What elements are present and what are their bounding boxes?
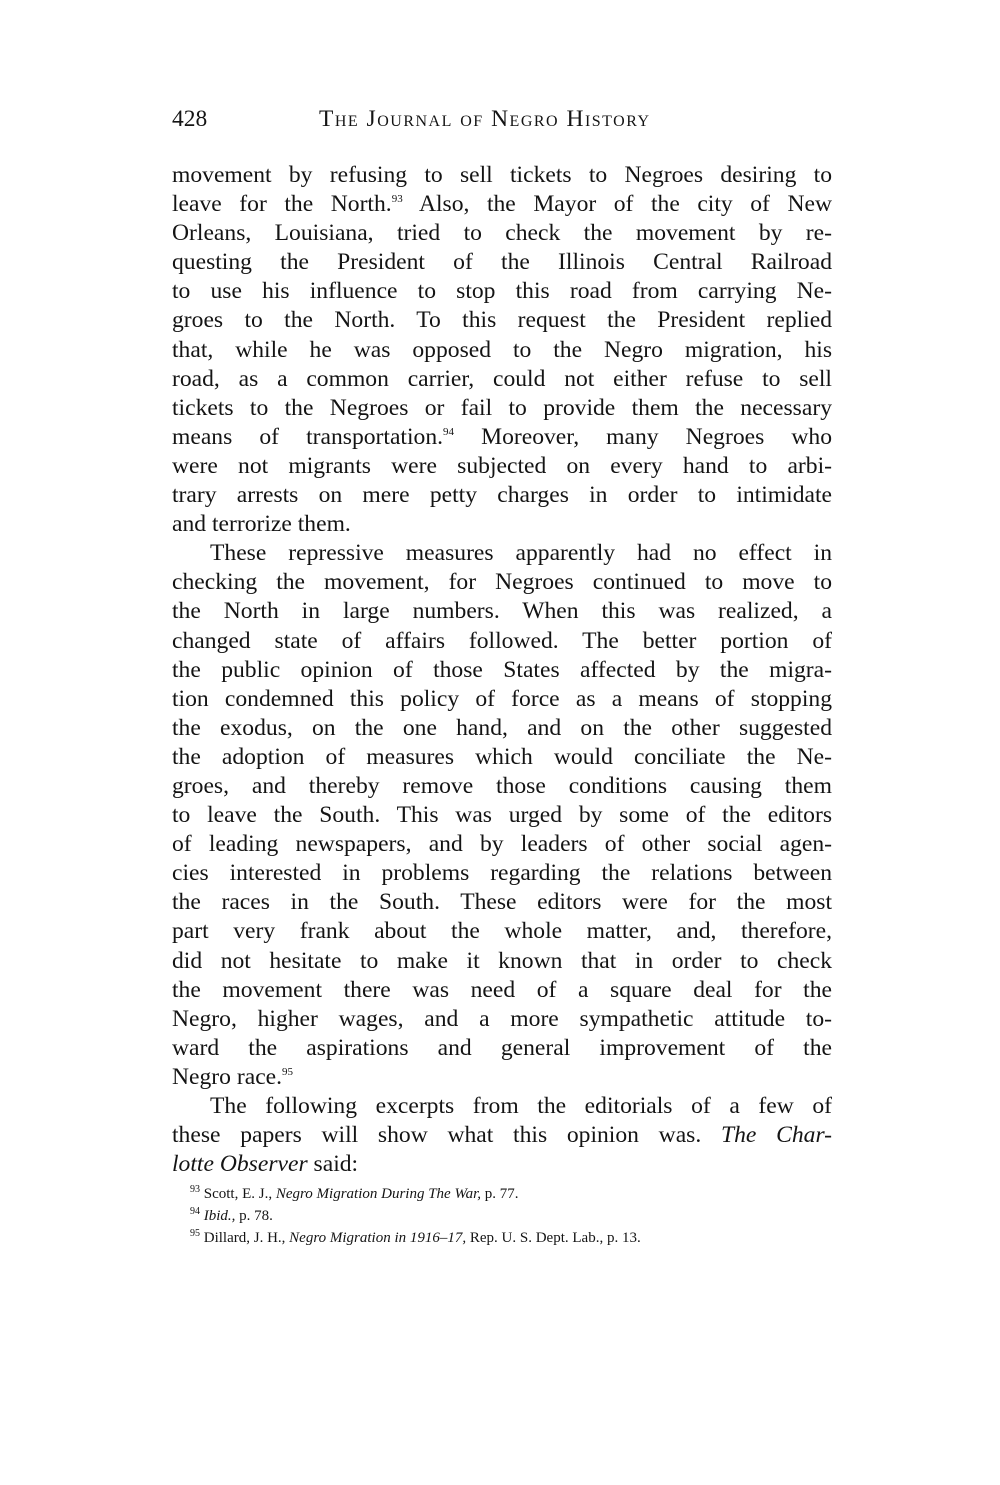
text-line: were not migrants were subjected on every hand to arbi-	[172, 452, 832, 479]
text-line: to use his influence to stop this road from carrying Ne-	[172, 278, 832, 305]
text-line: The following excerpts from the editorials of a few of	[210, 1093, 832, 1119]
text-line: the movement there was need of a square deal for the	[172, 976, 832, 1003]
footnote-93: $^{93}$ Scott, E. J., Negro Migration During The War, p. 77.	[190, 1184, 519, 1202]
text-line: these papers will show what this opinion was. The Char-	[172, 1122, 833, 1149]
text-line: Negro, higher wages, and a more sympathetic attitude to-	[172, 1005, 832, 1032]
text-line: tickets to the Negroes or fail to provide them the necessary	[172, 394, 832, 421]
footnote-95: $^{95}$ Dillard, J. H., Negro Migration in 1916–17, Rep. U. S. Dept. Lab., p. 13.	[190, 1228, 641, 1246]
text-line: trary arrests on mere petty charges in order to intimidate	[172, 482, 832, 509]
footnotes	[190, 1183, 840, 1249]
text-line: Negro race.$^{95}$	[172, 1063, 294, 1090]
footnote-mark: 95	[190, 1228, 200, 1239]
text-line: means of transportation.$^{94}$ Moreover, many Negroes who	[172, 423, 832, 450]
text-line: tion condemned this policy of force as a means of stopping	[172, 685, 832, 712]
text-line: part very frank about the whole matter, and, therefore,	[172, 918, 832, 945]
footnote-mark: 94	[190, 1206, 200, 1217]
text-line: These repressive measures apparently had no effect in	[210, 540, 832, 567]
text-line: Orleans, Louisiana, tried to check the movement by re-	[172, 220, 832, 247]
text-line: leave for the North.$^{93}$ Also, the Mayor of the city of New	[172, 191, 832, 218]
text-line: lotte Observer said:	[172, 1151, 359, 1178]
text-line: cies interested in problems regarding the relations between	[172, 860, 832, 887]
text-line: did not hesitate to make it known that in order to check	[172, 947, 832, 974]
page-header	[172, 106, 832, 140]
text-line: road, as a common carrier, could not either refuse to sell	[172, 365, 832, 392]
text-line: that, while he was opposed to the Negro migration, his	[172, 336, 832, 363]
text-line: the exodus, on the one hand, and on the other suggested	[172, 714, 832, 741]
text-line: and terrorize them.	[172, 511, 351, 538]
text-line: ward the aspirations and general improvement of the	[172, 1034, 832, 1061]
text-line: the North in large numbers. When this was realized, a	[172, 598, 832, 625]
footnote-94: $^{94}$ Ibid., p. 78.	[190, 1206, 273, 1224]
running-head: The Journal of Negro History	[319, 106, 651, 132]
text-line: changed state of affairs followed. The better portion of	[172, 627, 832, 654]
footnote-mark: 93	[190, 1184, 200, 1195]
text-line: questing the President of the Illinois Central Railroad	[172, 249, 832, 276]
footnote-reference: 93	[391, 193, 403, 206]
body-text	[172, 161, 832, 1179]
text-line: of leading newspapers, and by leaders of other social agen-	[172, 831, 832, 858]
text-line: the public opinion of those States affected by the migra-	[172, 656, 832, 683]
text-line: to leave the South. This was urged by some of the editors	[172, 802, 832, 829]
text-line: checking the movement, for Negroes continued to move to	[172, 569, 832, 596]
footnote-reference: 94	[443, 425, 455, 438]
text-line: groes to the North. To this request the President replied	[172, 307, 832, 334]
text-line: the adoption of measures which would conciliate the Ne-	[172, 743, 832, 770]
text-line: the races in the South. These editors were for the most	[172, 889, 832, 916]
text-line: movement by refusing to sell tickets to Negroes desiring to	[172, 162, 832, 188]
footnote-reference: 95	[282, 1065, 294, 1078]
text-line: groes, and thereby remove those conditions causing them	[172, 772, 832, 799]
page-number: 428	[172, 106, 208, 132]
